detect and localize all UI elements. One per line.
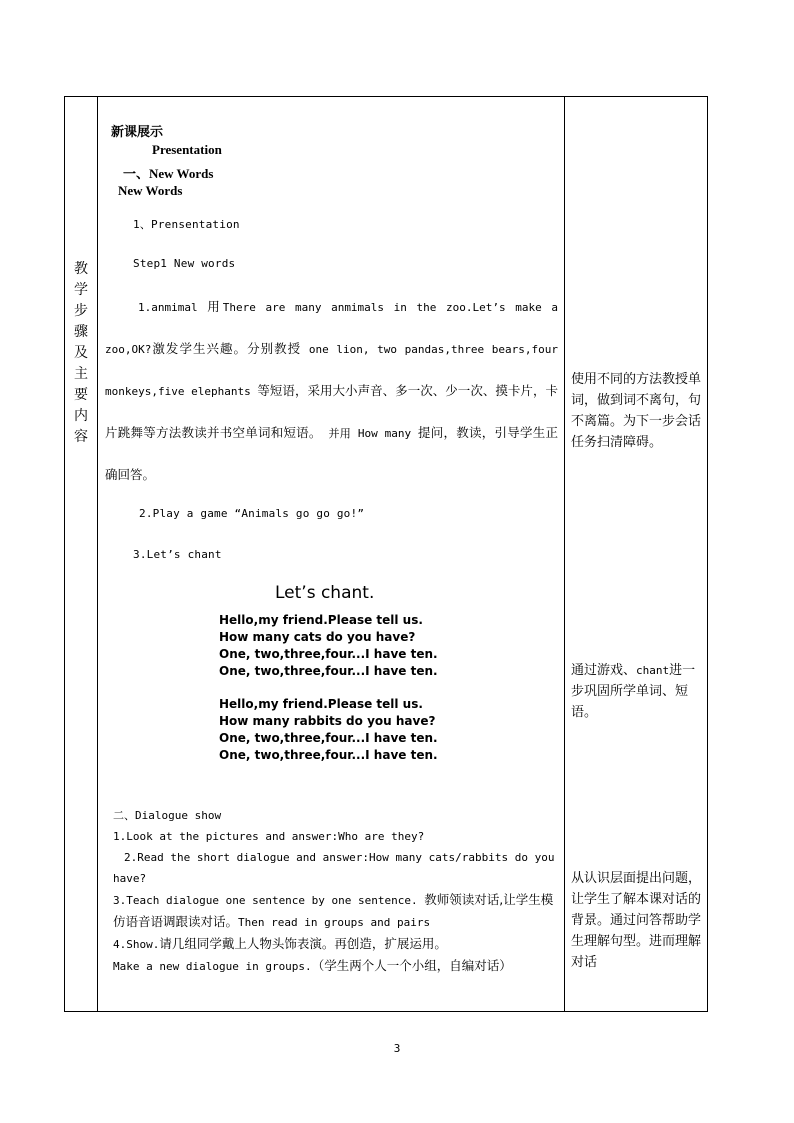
dialogue-text: Make a new dialogue in groups.: [113, 960, 312, 973]
chant-line: One, two,three,four...I have ten.: [219, 748, 438, 762]
lesson-table: [64, 96, 708, 1012]
note-text: 通过游戏、: [571, 663, 637, 678]
dialogue-heading: 二、Dialogue show: [113, 809, 222, 822]
label-char: 主: [74, 366, 88, 382]
dialogue-item: [113, 889, 559, 933]
note-text-en: chant: [636, 664, 670, 677]
para-text-cn: 等短语，采用大小声音、多一次、少一次、摸卡片，卡片跳舞等方法教读并书空单词和短语。: [105, 383, 558, 440]
notes-column: [564, 97, 707, 1011]
label-char: 内: [74, 408, 88, 424]
para-text: one lion, two pandas,three bears,four monkeys,five elephants: [105, 343, 558, 398]
section-subheading-new-words: New Words: [118, 183, 183, 198]
dialogue-text: 4.Show.: [113, 938, 160, 951]
left-label-column: [65, 97, 98, 1011]
para-text-cn: 提问，教读，引导学生正确回答。: [105, 425, 558, 482]
page-number: 3: [393, 1042, 401, 1055]
chant-heading: 3.Let’s chant: [133, 548, 222, 561]
chant-line: One, two,three,four...I have ten.: [219, 731, 438, 745]
dialogue-text-cn: （学生两个人一个小组，自编对话）: [311, 958, 512, 973]
chant-line: One, two,three,four...I have ten.: [219, 647, 438, 661]
dialogue-text-cn: 教师领读对话,让学生模仿语音语调跟读对话。: [113, 892, 554, 929]
para-text: 并用 How many: [321, 427, 419, 440]
vertical-label: [65, 259, 97, 448]
label-char: 骤: [74, 324, 88, 340]
label-char: 步: [74, 303, 88, 319]
note-chant-purpose: [571, 660, 701, 723]
label-char: 容: [74, 429, 88, 445]
label-char: 学: [74, 282, 88, 298]
dialogue-item: 1.Look at the pictures and answer:Who are they?: [113, 830, 425, 843]
step-new-words: Step1 New words: [133, 257, 236, 270]
para-text-cn: 用: [207, 299, 223, 314]
dialogue-text-cn: 请几组同学戴上人物头饰表演。再创造，扩展运用。: [159, 936, 447, 951]
section-title-cn: 新课展示: [111, 125, 164, 140]
chant-line: One, two,three,four...I have ten.: [219, 664, 438, 678]
dialogue-section: [113, 805, 559, 977]
label-char: 及: [74, 345, 88, 361]
note-text: 进一步巩固所学单词、短语。: [571, 663, 696, 720]
para-text-cn: 激发学生兴趣。分别教授: [151, 341, 302, 356]
section-title-en: Presentation: [152, 142, 222, 157]
label-char: 教: [74, 261, 88, 277]
note-dialogue-purpose: 从认识层面提出问题，让学生了解本课对话的背景。通过问答帮助学生理解句型。进而理解对话: [571, 871, 702, 970]
chant-line: Hello,my friend.Please tell us.: [219, 613, 423, 627]
chant-line: Hello,my friend.Please tell us.: [219, 697, 423, 711]
para-text: 1.anmimal: [138, 301, 208, 314]
section-heading-new-words: 一、New Words: [123, 166, 214, 181]
main-content-column: [98, 97, 564, 1011]
chant-title: Let’s chant.: [275, 583, 375, 603]
dialogue-item: 2.Read the short dialogue and answer:How many cats/rabbits do you have?: [113, 851, 555, 885]
chant-line: How many rabbits do you have?: [219, 714, 436, 728]
new-words-paragraph: [105, 286, 558, 496]
dialogue-item: [113, 955, 559, 977]
label-char: 要: [74, 387, 88, 403]
dialogue-text: Then read in groups and pairs: [238, 916, 431, 929]
dialogue-item: [113, 933, 559, 955]
note-teaching-method: 使用不同的方法教授单词，做到词不离句，句不离篇。为下一步会话任务扫清障碍。: [571, 372, 702, 450]
game-item: 2.Play a game “Animals go go go!”: [139, 507, 365, 520]
step-presentation: 1、Prensentation: [133, 218, 240, 231]
chant-line: How many cats do you have?: [219, 630, 416, 644]
dialogue-text: 3.Teach dialogue one sentence by one sentence.: [113, 894, 425, 907]
para-text: There are many anmimals in the zoo.Let’s make a zoo,OK?: [105, 301, 558, 356]
